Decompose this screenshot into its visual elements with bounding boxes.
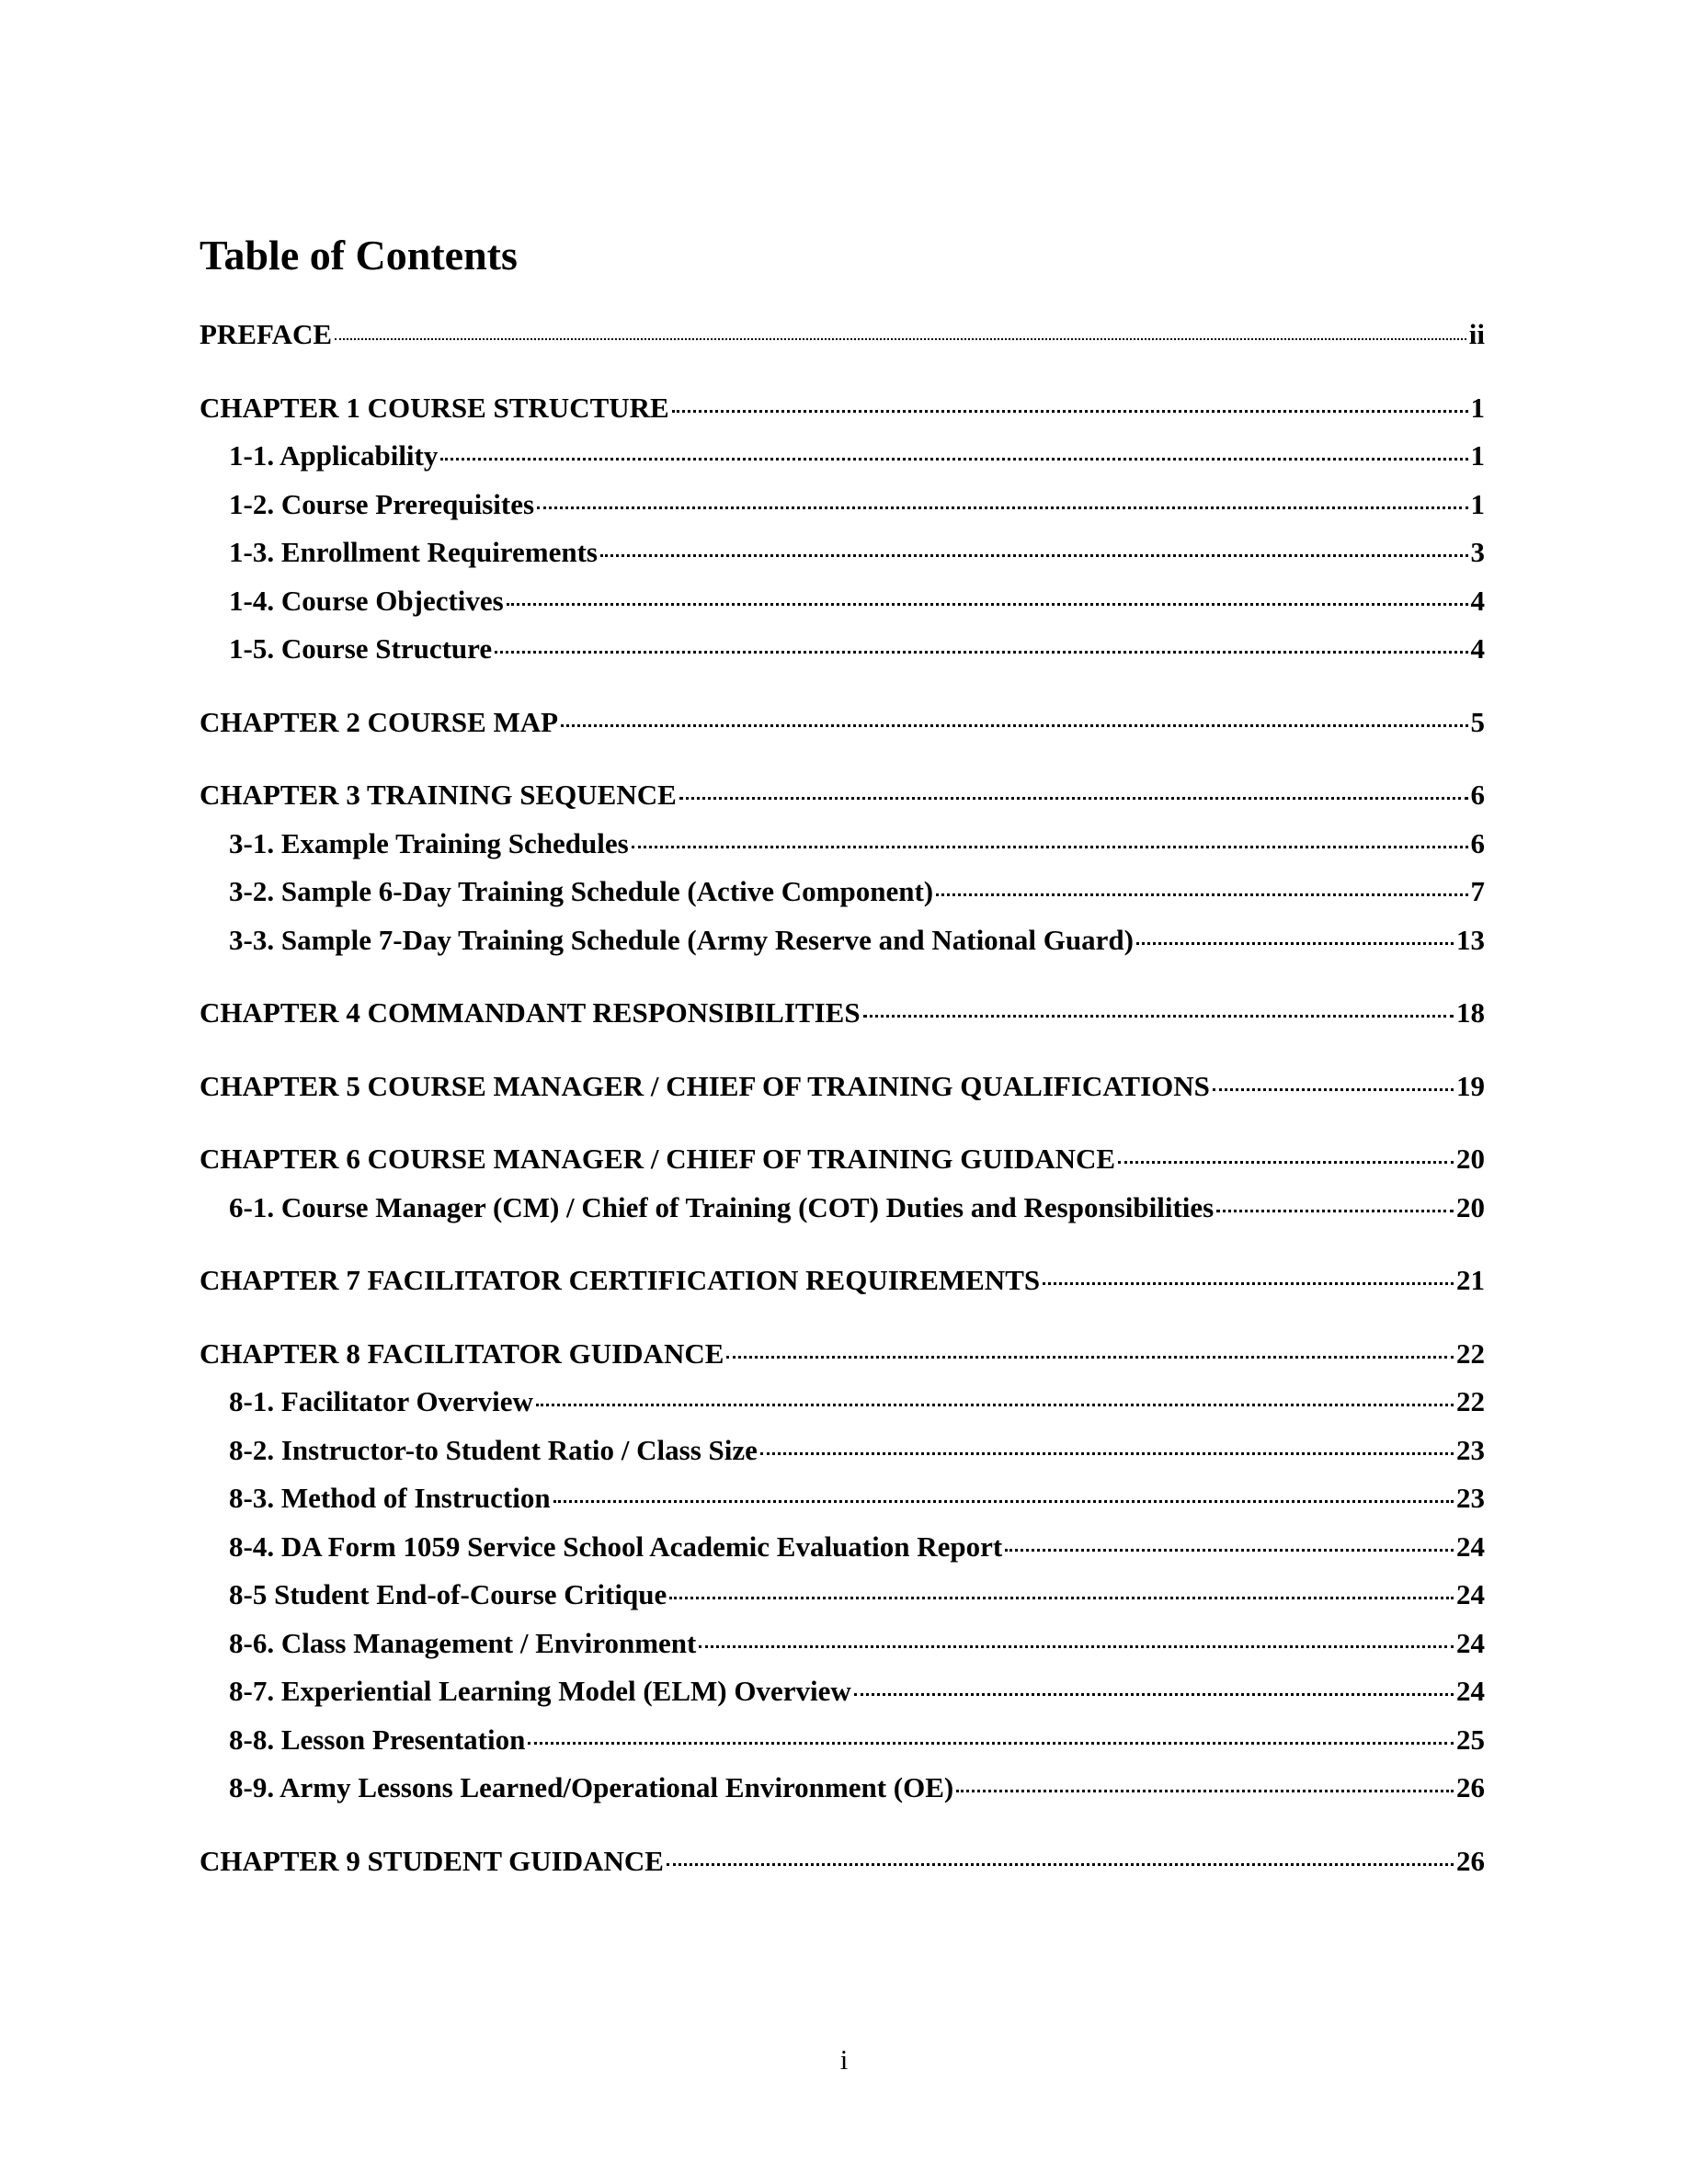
toc-entry-label: 8-2. Instructor-to Student Ratio / Class Size [229, 1433, 758, 1466]
table-of-contents [200, 311, 1485, 1885]
toc-section-entry[interactable] [200, 916, 1485, 965]
toc-entry-page-number: 26 [1456, 1844, 1485, 1877]
toc-entry-page-number: 7 [1470, 875, 1485, 907]
toc-entry-label: CHAPTER 7 FACILITATOR CERTIFICATION REQUIREMENTS [200, 1264, 1041, 1296]
toc-chapter-entry[interactable] [200, 1063, 1485, 1111]
toc-entry-label: 8-9. Army Lessons Learned/Operational Environment (OE) [229, 1771, 954, 1803]
toc-entry-page-number: 23 [1456, 1482, 1485, 1514]
toc-entry-label: 8-3. Method of Instruction [229, 1482, 551, 1514]
toc-entry-label: 8-4. DA Form 1059 Service School Academic Evaluation Report [229, 1530, 1003, 1563]
dot-leader [335, 338, 1466, 340]
dot-leader [1213, 1088, 1454, 1091]
toc-entry-label: 8-6. Class Management / Environment [229, 1626, 697, 1659]
dot-leader [669, 1597, 1454, 1599]
toc-entry-page-number: 24 [1456, 1675, 1485, 1707]
toc-entry-page-number: 25 [1456, 1723, 1485, 1756]
dot-leader [760, 1452, 1454, 1455]
toc-entry-label: 1-5. Course Structure [229, 632, 493, 665]
dot-leader [1118, 1161, 1454, 1164]
dot-leader [726, 1356, 1454, 1359]
toc-entry-page-number: 13 [1456, 923, 1485, 956]
dot-leader [440, 458, 1467, 461]
toc-section-entry[interactable] [200, 529, 1485, 577]
toc-entry-page-number: 22 [1456, 1385, 1485, 1417]
toc-chapter-entry[interactable] [200, 384, 1485, 433]
dot-leader [1136, 942, 1454, 945]
dot-leader [672, 410, 1468, 413]
toc-entry-label: CHAPTER 1 COURSE STRUCTURE [200, 391, 669, 424]
dot-leader [507, 603, 1468, 606]
toc-entry-label: CHAPTER 4 COMMANDANT RESPONSIBILITIES [200, 996, 861, 1029]
toc-section-entry[interactable] [200, 625, 1485, 674]
toc-entry-page-number: 4 [1470, 632, 1485, 665]
toc-entry-label: 8-7. Experiential Learning Model (ELM) Overview [229, 1675, 851, 1707]
toc-entry-label: 6-1. Course Manager (CM) / Chief of Training (COT) Duties and Responsibilities [229, 1190, 1215, 1223]
toc-section-entry[interactable] [200, 1523, 1485, 1572]
toc-section-entry[interactable] [200, 577, 1485, 626]
dot-leader [1216, 1210, 1454, 1212]
toc-entry-page-number: 20 [1456, 1143, 1485, 1175]
toc-entry-label: 3-3. Sample 7-Day Training Schedule (Army Reserve and National Guard) [229, 923, 1134, 956]
toc-entry-page-number: 4 [1470, 584, 1485, 617]
toc-entry-page-number: 6 [1470, 826, 1485, 859]
dot-leader [667, 1863, 1454, 1866]
toc-entry-page-number: 22 [1456, 1337, 1485, 1370]
toc-entry-label: 3-2. Sample 6-Day Training Schedule (Active Component) [229, 875, 934, 907]
dot-leader [632, 846, 1468, 848]
toc-entry-page-number: 26 [1456, 1771, 1485, 1803]
toc-entry-label: CHAPTER 2 COURSE MAP [200, 705, 559, 738]
toc-section-entry[interactable] [200, 1667, 1485, 1716]
dot-leader [600, 554, 1468, 557]
toc-entry-label: 1-1. Applicability [229, 439, 439, 472]
toc-entry-label: CHAPTER 9 STUDENT GUIDANCE [200, 1844, 664, 1877]
dot-leader [561, 724, 1467, 727]
toc-section-entry[interactable] [200, 432, 1485, 481]
dot-leader [1005, 1549, 1454, 1552]
dot-leader [1043, 1282, 1454, 1285]
toc-entry-label: 8-5 Student End-of-Course Critique [229, 1578, 667, 1610]
toc-entry-page-number: 5 [1470, 705, 1485, 738]
dot-leader [495, 651, 1467, 654]
toc-entry-label: CHAPTER 3 TRAINING SEQUENCE [200, 779, 677, 811]
toc-chapter-entry[interactable] [200, 1257, 1485, 1305]
dot-leader [854, 1693, 1454, 1696]
toc-section-entry[interactable] [200, 1764, 1485, 1813]
toc-entry-label: 3-1. Example Training Schedules [229, 826, 629, 859]
toc-chapter-entry[interactable] [200, 1837, 1485, 1886]
toc-chapter-entry[interactable] [200, 311, 1485, 359]
page-title: Table of Contents [200, 232, 518, 279]
toc-entry-page-number: 24 [1456, 1626, 1485, 1659]
toc-section-entry[interactable] [200, 820, 1485, 869]
dot-leader [536, 1404, 1454, 1406]
dot-leader [679, 797, 1468, 800]
dot-leader [537, 506, 1467, 509]
toc-entry-page-number: 19 [1456, 1069, 1485, 1102]
toc-chapter-entry[interactable] [200, 699, 1485, 747]
toc-entry-page-number: 23 [1456, 1433, 1485, 1466]
dot-leader [699, 1645, 1454, 1648]
toc-entry-label: CHAPTER 6 COURSE MANAGER / CHIEF OF TRAINING GUIDANCE [200, 1143, 1116, 1175]
page-number: i [839, 2043, 849, 2076]
toc-section-entry[interactable] [200, 1184, 1485, 1233]
toc-section-entry[interactable] [200, 1716, 1485, 1765]
toc-section-entry[interactable] [200, 868, 1485, 916]
toc-section-entry[interactable] [200, 481, 1485, 529]
toc-entry-label: 8-8. Lesson Presentation [229, 1723, 526, 1756]
toc-entry-page-number: 24 [1456, 1530, 1485, 1563]
toc-chapter-entry[interactable] [200, 1135, 1485, 1184]
toc-entry-page-number: ii [1468, 318, 1485, 350]
dot-leader [956, 1790, 1454, 1792]
toc-section-entry[interactable] [200, 1474, 1485, 1523]
toc-entry-page-number: 20 [1456, 1190, 1485, 1223]
dot-leader [863, 1015, 1454, 1018]
toc-section-entry[interactable] [200, 1571, 1485, 1620]
toc-section-entry[interactable] [200, 1620, 1485, 1668]
toc-entry-page-number: 1 [1470, 391, 1485, 424]
toc-entry-page-number: 1 [1470, 487, 1485, 520]
toc-chapter-entry[interactable] [200, 771, 1485, 820]
toc-chapter-entry[interactable] [200, 1330, 1485, 1379]
toc-entry-label: 1-4. Course Objectives [229, 584, 504, 617]
toc-entry-label: 1-2. Course Prerequisites [229, 487, 535, 520]
dot-leader [528, 1742, 1454, 1745]
toc-entry-page-number: 18 [1456, 996, 1485, 1029]
toc-entry-label: CHAPTER 5 COURSE MANAGER / CHIEF OF TRAINING QUALIFICATIONS [200, 1069, 1210, 1102]
toc-entry-label: 8-1. Facilitator Overview [229, 1385, 533, 1417]
toc-entry-label: 1-3. Enrollment Requirements [229, 536, 598, 568]
dot-leader [553, 1500, 1454, 1503]
toc-entry-page-number: 1 [1470, 439, 1485, 472]
toc-entry-page-number: 3 [1470, 536, 1485, 568]
toc-entry-label: PREFACE [200, 318, 333, 350]
toc-entry-page-number: 21 [1456, 1264, 1485, 1296]
toc-chapter-entry[interactable] [200, 989, 1485, 1038]
toc-section-entry[interactable] [200, 1427, 1485, 1475]
toc-entry-page-number: 6 [1470, 779, 1485, 811]
toc-entry-page-number: 24 [1456, 1578, 1485, 1610]
toc-section-entry[interactable] [200, 1378, 1485, 1427]
dot-leader [936, 893, 1467, 896]
toc-entry-label: CHAPTER 8 FACILITATOR GUIDANCE [200, 1337, 724, 1370]
